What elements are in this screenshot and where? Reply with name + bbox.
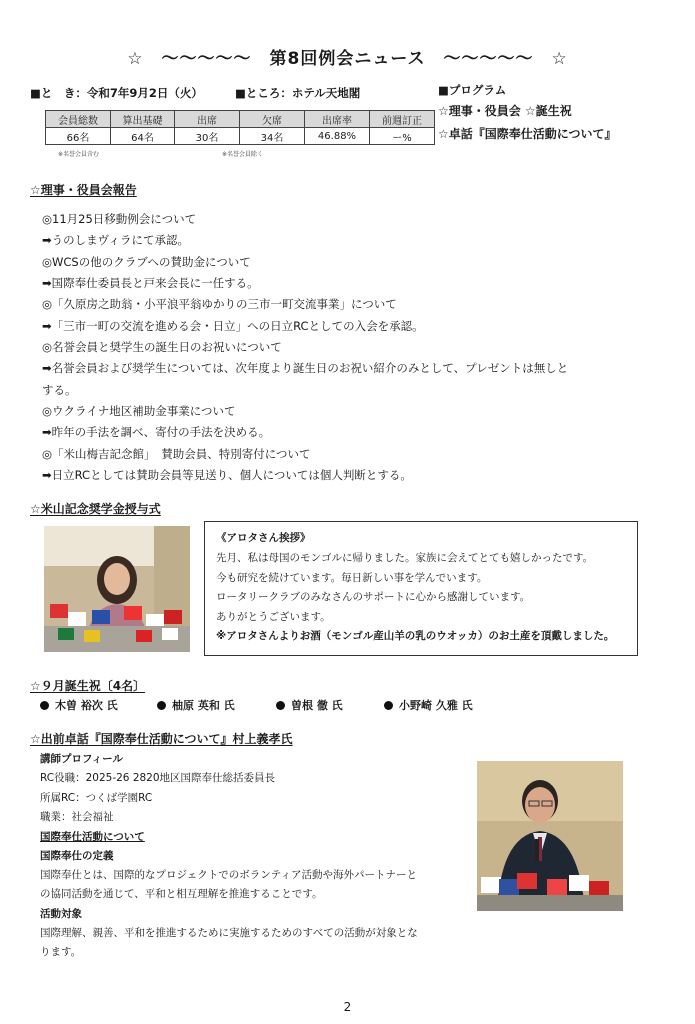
report-line: ➡日立RCとしては賛助会員等見送り、個人については個人判断とする。	[42, 468, 412, 482]
bullet-icon	[276, 701, 285, 710]
report-line: ◎名誉会員と奨学生の誕生日のお祝いについて	[42, 340, 282, 354]
attendance-note-left: ※名誉会員含む	[58, 151, 100, 158]
talk-heading: ☆出前卓話『国際奉仕活動について』村上義孝氏	[30, 732, 293, 746]
birthday-person	[276, 697, 343, 713]
board-report-heading: ☆理事・役員会報告	[30, 183, 137, 197]
attendance-value-cell: 64名	[111, 128, 175, 145]
attendance-value-cell: 66名	[46, 128, 111, 145]
report-line: ◎「米山梅吉記念館」 賛助会員、特別寄付について	[42, 447, 311, 461]
birthday-person	[384, 697, 473, 713]
birthday-person	[40, 697, 118, 713]
target-line: 国際理解、親善、平和を推進するために実施するためのすべての活動が対象とな	[40, 927, 418, 939]
report-line: ➡「三市一町の交流を進める会・日立」への日立RCとしての入会を承認。	[42, 319, 424, 333]
attendance-header-cell: 算出基礎	[111, 111, 175, 128]
birthday-heading: ☆９月誕生祝〔4名〕	[30, 679, 146, 693]
meeting-date: ■と き：令和7年9月2日（火）	[30, 86, 203, 100]
report-line: ◎「久原房之助翁・小平浪平翁ゆかりの三市一町交流事業」について	[42, 297, 397, 311]
greeting-line: 先月、私は母国のモンゴルに帰りました。家族に会えてとても嬉しかったです。	[216, 552, 594, 564]
report-line: ➡国際奉仕委員長と戸来会長に一任する。	[42, 276, 259, 290]
definition-line: の協同活動を通じて、平和と相互理解を推進することです。	[40, 888, 323, 900]
talk-subheading: 国際奉仕活動について	[40, 831, 145, 843]
profile-job: 職業：社会福祉	[40, 811, 114, 823]
greeting-title: 《アロタさん挨拶》	[216, 532, 311, 544]
report-line: する。	[42, 383, 77, 397]
birthday-name: 曽根 徹 氏	[291, 699, 343, 712]
bullet-icon	[384, 701, 393, 710]
target-line: ります。	[40, 946, 82, 958]
greeting-line: ありがとうございます。	[216, 611, 331, 623]
program-heading: ■プログラム	[438, 83, 507, 97]
report-line: ➡うのしまヴィラにて承認。	[42, 233, 189, 247]
attendance-header-cell: 出席	[175, 111, 240, 128]
attendance-header-row	[46, 111, 435, 128]
birthday-name: 柚原 英和 氏	[172, 699, 235, 712]
page-title: ☆ 〜〜〜〜〜 第8回例会ニュース 〜〜〜〜〜 ☆	[127, 49, 568, 69]
greeting-note: ※アロタさんよりお酒（モンゴル産山羊の乳のウオッカ）のお土産を頂戴しました。	[216, 630, 615, 642]
report-line: ◎ウクライナ地区補助金事業について	[42, 404, 236, 418]
bullet-icon	[40, 701, 49, 710]
profile-role: RC役職：2025-26 2820地区国際奉仕総括委員長	[40, 772, 276, 784]
attendance-value-cell: ー%	[370, 128, 435, 145]
meeting-place: ■ところ：ホテル天地閣	[235, 86, 361, 100]
target-title: 活動対象	[40, 908, 82, 920]
definition-title: 国際奉仕の定義	[40, 850, 114, 862]
greeting-line: 今も研究を続けています。毎日新しい事を学んでいます。	[216, 572, 488, 584]
definition-line: 国際奉仕とは、国際的なプロジェクトでのボランティア活動や海外パートナーと	[40, 869, 417, 881]
report-line: ➡名誉会員および奨学生については、次年度より誕生日のお祝い紹介のみとして、プレゼントは無しと	[42, 361, 569, 375]
attendance-note-right: ※名誉会員除く	[222, 151, 264, 158]
scholarship-heading: ☆米山記念奨学金授与式	[30, 502, 161, 516]
program-item: ☆卓話『国際奉仕活動について』	[438, 127, 617, 141]
report-line: ◎WCSの他のクラブへの賛助金について	[42, 255, 251, 269]
profile-title: 講師プロフィール	[40, 753, 123, 765]
attendance-table	[45, 110, 435, 145]
bullet-icon	[157, 701, 166, 710]
attendance-header-cell: 出席率	[305, 111, 370, 128]
birthday-name: 小野崎 久雅 氏	[399, 699, 473, 712]
attendance-header-cell: 前週訂正	[370, 111, 435, 128]
speaker-photo	[477, 761, 623, 911]
attendance-value-cell: 46.88%	[305, 128, 370, 145]
attendance-header-cell: 欠席	[240, 111, 305, 128]
greeting-line: ロータリークラブのみなさんのサポートに心から感謝しています。	[216, 591, 531, 603]
page-number: 2	[343, 1000, 352, 1014]
attendance-header-cell: 会員総数	[46, 111, 111, 128]
birthday-person	[157, 697, 235, 713]
report-line: ➡昨年の手法を調べ、寄付の手法を決める。	[42, 425, 271, 439]
attendance-value-cell: 30名	[175, 128, 240, 145]
report-line: ◎11月25日移動例会について	[42, 212, 197, 226]
attendance-value-row	[46, 128, 435, 145]
birthday-name: 木曽 裕次 氏	[55, 699, 118, 712]
attendance-value-cell: 34名	[240, 128, 305, 145]
profile-club: 所属RC：つくば学園RC	[40, 792, 153, 804]
scholar-photo	[44, 526, 190, 652]
program-item: ☆理事・役員会 ☆誕生祝	[438, 104, 572, 118]
